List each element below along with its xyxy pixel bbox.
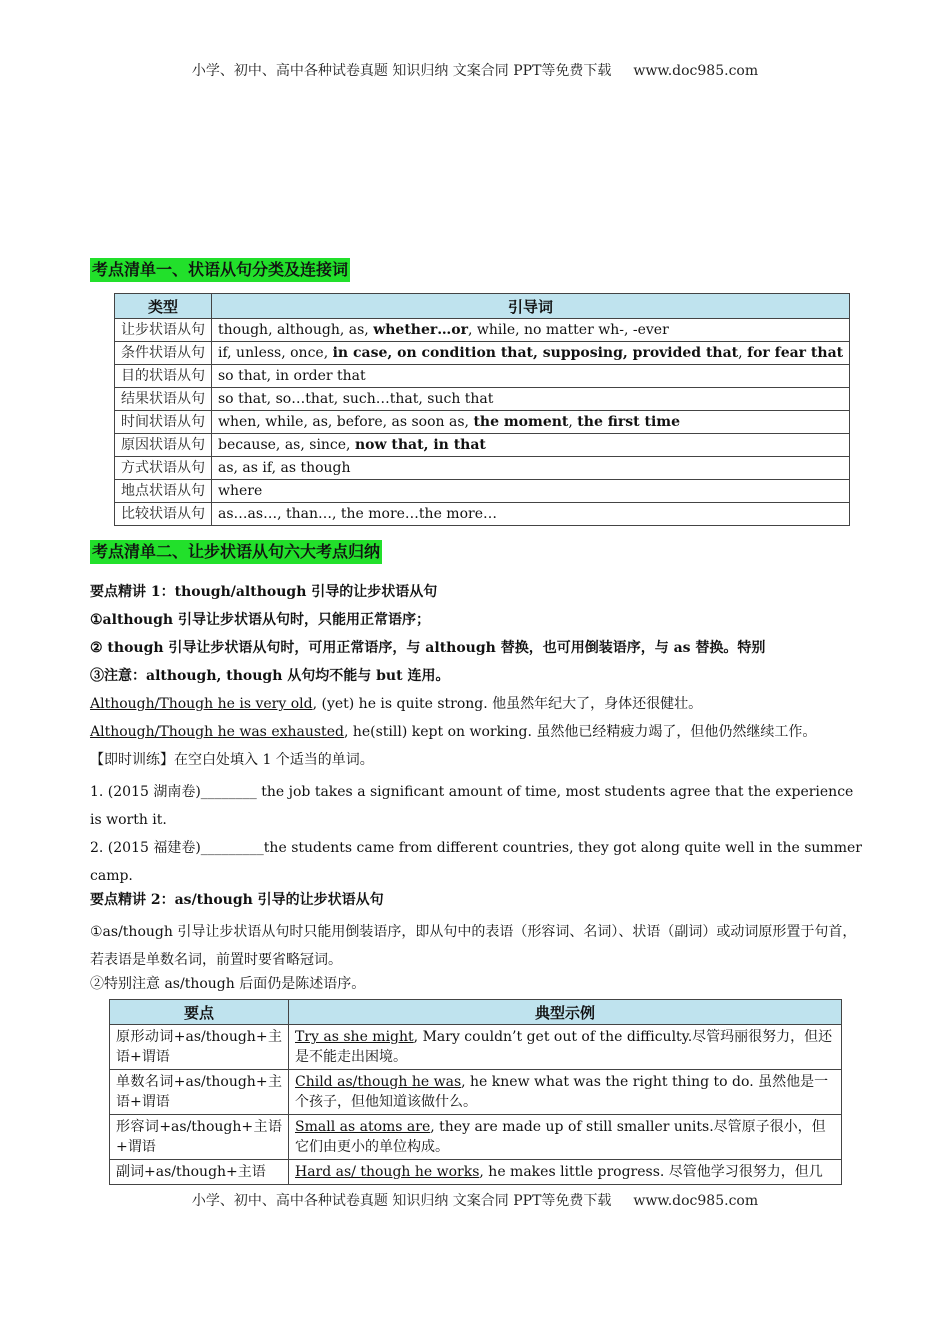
example-clause: Child as/though he was	[295, 1074, 462, 1090]
example	[289, 1025, 842, 1070]
clause-type: 条件状语从句	[115, 342, 212, 365]
example-clause: Small as atoms are	[295, 1119, 431, 1135]
table-row	[115, 365, 850, 388]
connectives	[212, 457, 850, 480]
connectives	[212, 319, 850, 342]
example-1-rest: , (yet) he is quite strong. 他虽然年纪大了，身体还很健壮。	[312, 696, 703, 712]
connectives	[212, 365, 850, 388]
connectives	[212, 342, 850, 365]
example-rest: , he knew what was the right thing to do. 虽然他是一个孩子，但他知道该做什么。	[295, 1074, 829, 1110]
clause-type: 时间状语从句	[115, 411, 212, 434]
connectives-plain2: ,	[568, 414, 578, 430]
example-clause: Hard as/ though he works	[295, 1164, 480, 1180]
connectives-bold: in case, on condition that, supposing, provided that	[332, 345, 739, 361]
example	[289, 1070, 842, 1115]
connectives	[212, 503, 850, 526]
rule-1: ①although 引导让步状语从句时，只能用正常语序；	[90, 612, 430, 628]
clause-type: 方式状语从句	[115, 457, 212, 480]
section2-title: 考点清单二、让步状语从句六大考点归纳	[90, 540, 382, 564]
example-2-clause: Although/Though he was exhausted	[90, 724, 344, 740]
table-row	[110, 1115, 842, 1160]
connectives-bold2: for fear that	[747, 345, 844, 361]
pattern: 单数名词+as/though+主语+谓语	[110, 1070, 289, 1115]
pattern: 原形动词+as/though+主语+谓语	[110, 1025, 289, 1070]
table-row	[110, 1025, 842, 1070]
connectives-plain: as, as if, as though	[218, 460, 351, 476]
question-2: 2. (2015 福建卷)_________the students came from different countries, they got along quite well in the summer camp.	[90, 840, 862, 884]
page-footer	[0, 1190, 950, 1210]
table-row	[115, 342, 850, 365]
connectives	[212, 388, 850, 411]
connectives-bold: whether…or	[373, 322, 468, 338]
table-row	[110, 1070, 842, 1115]
header-text: 小学、初中、高中各种试卷真题 知识归纳 文案合同 PPT等免费下载	[191, 63, 612, 79]
clause-type: 比较状语从句	[115, 503, 212, 526]
col-key-header: 要点	[110, 1000, 289, 1025]
question-1: 1. (2015 湖南卷)________ the job takes a significant amount of time, most students agree that the experience is worth it.	[90, 784, 854, 828]
practice-instruction: 【即时训练】在空白处填入 1 个适当的单词。	[90, 752, 374, 768]
col-words-header: 引导词	[212, 294, 850, 319]
connectives-plain: because, as, since,	[218, 437, 355, 453]
point1-title: 要点精讲 1：though/although 引导的让步状语从句	[90, 584, 438, 600]
table-row	[110, 1160, 842, 1185]
pattern: 副词+as/though+主语	[110, 1160, 289, 1185]
header-url[interactable]: www.doc985.com	[633, 63, 759, 79]
clause-type: 目的状语从句	[115, 365, 212, 388]
table-row	[115, 319, 850, 342]
example	[289, 1160, 842, 1185]
example-2-rest: , he(still) kept on working. 虽然他已经精疲力竭了，但他仍然继续工作。	[343, 724, 817, 740]
example-1-clause: Although/Though he is very old	[90, 696, 313, 712]
table-row	[115, 503, 850, 526]
example-rest: , they are made up of still smaller units.尽管原子很小，但它们由更小的单位构成。	[295, 1119, 826, 1155]
example-1	[90, 694, 862, 714]
connectives-bold: the moment	[473, 414, 569, 430]
rule-2: ② though 引导让步状语从句时，可用正常语序，与 although 替换，也可用倒装语序，与 as 替换。特别	[90, 640, 766, 656]
connectives	[212, 480, 850, 503]
rule-4: ①as/though 引导让步状语从句时只能用倒装语序，即从句中的表语（形容词、名词）、状语（副词）或动词原形置于句首，若表语是单数名词，前置时要省略冠词。	[90, 924, 857, 968]
example-2	[90, 722, 862, 742]
example-clause: Try as she might	[295, 1029, 414, 1045]
table-row	[115, 457, 850, 480]
pattern: 形容词+as/though+主语+谓语	[110, 1115, 289, 1160]
section1-title: 考点清单一、状语从句分类及连接词	[90, 258, 350, 282]
rule-3: ③注意：although, though 从句均不能与 but 连用。	[90, 668, 450, 684]
table-row	[115, 411, 850, 434]
inversion-examples-table	[109, 999, 842, 1185]
connectives-plain2: , while, no matter wh-, -ever	[467, 322, 669, 338]
connectives-plain: if, unless, once,	[218, 345, 333, 361]
connectives-bold: now that, in that	[354, 437, 486, 453]
connectives	[212, 434, 850, 457]
connectives-plain: as…as…, than…, the more…the more…	[218, 506, 497, 522]
clause-types-table	[114, 293, 850, 526]
clause-type: 地点状语从句	[115, 480, 212, 503]
table-row	[115, 480, 850, 503]
rule-5: ②特别注意 as/though 后面仍是陈述语序。	[90, 976, 366, 992]
table-row	[115, 434, 850, 457]
col-example-header: 典型示例	[289, 1000, 842, 1025]
clause-type: 结果状语从句	[115, 388, 212, 411]
example-rest: , he makes little progress. 尽管他学习很努力，但几	[479, 1164, 823, 1180]
page-header	[0, 60, 950, 80]
footer-text: 小学、初中、高中各种试卷真题 知识归纳 文案合同 PPT等免费下载	[191, 1193, 612, 1209]
clause-type: 原因状语从句	[115, 434, 212, 457]
connectives-plain: when, while, as, before, as soon as,	[218, 414, 474, 430]
connectives-plain: though, although, as,	[218, 322, 374, 338]
connectives	[212, 411, 850, 434]
example-rest: , Mary couldn’t get out of the difficulty.尽管玛丽很努力，但还是不能走出困境。	[295, 1029, 833, 1065]
connectives-bold2: the first time	[577, 414, 681, 430]
connectives-plain: so that, in order that	[218, 368, 366, 384]
footer-url[interactable]: www.doc985.com	[633, 1193, 759, 1209]
clause-type: 让步状语从句	[115, 319, 212, 342]
col-type-header: 类型	[115, 294, 212, 319]
table-row	[115, 388, 850, 411]
example	[289, 1115, 842, 1160]
point2-title: 要点精讲 2：as/though 引导的让步状语从句	[90, 892, 384, 908]
connectives-plain: where	[218, 483, 263, 499]
connectives-plain2: ,	[738, 345, 748, 361]
connectives-plain: so that, so…that, such…that, such that	[218, 391, 494, 407]
